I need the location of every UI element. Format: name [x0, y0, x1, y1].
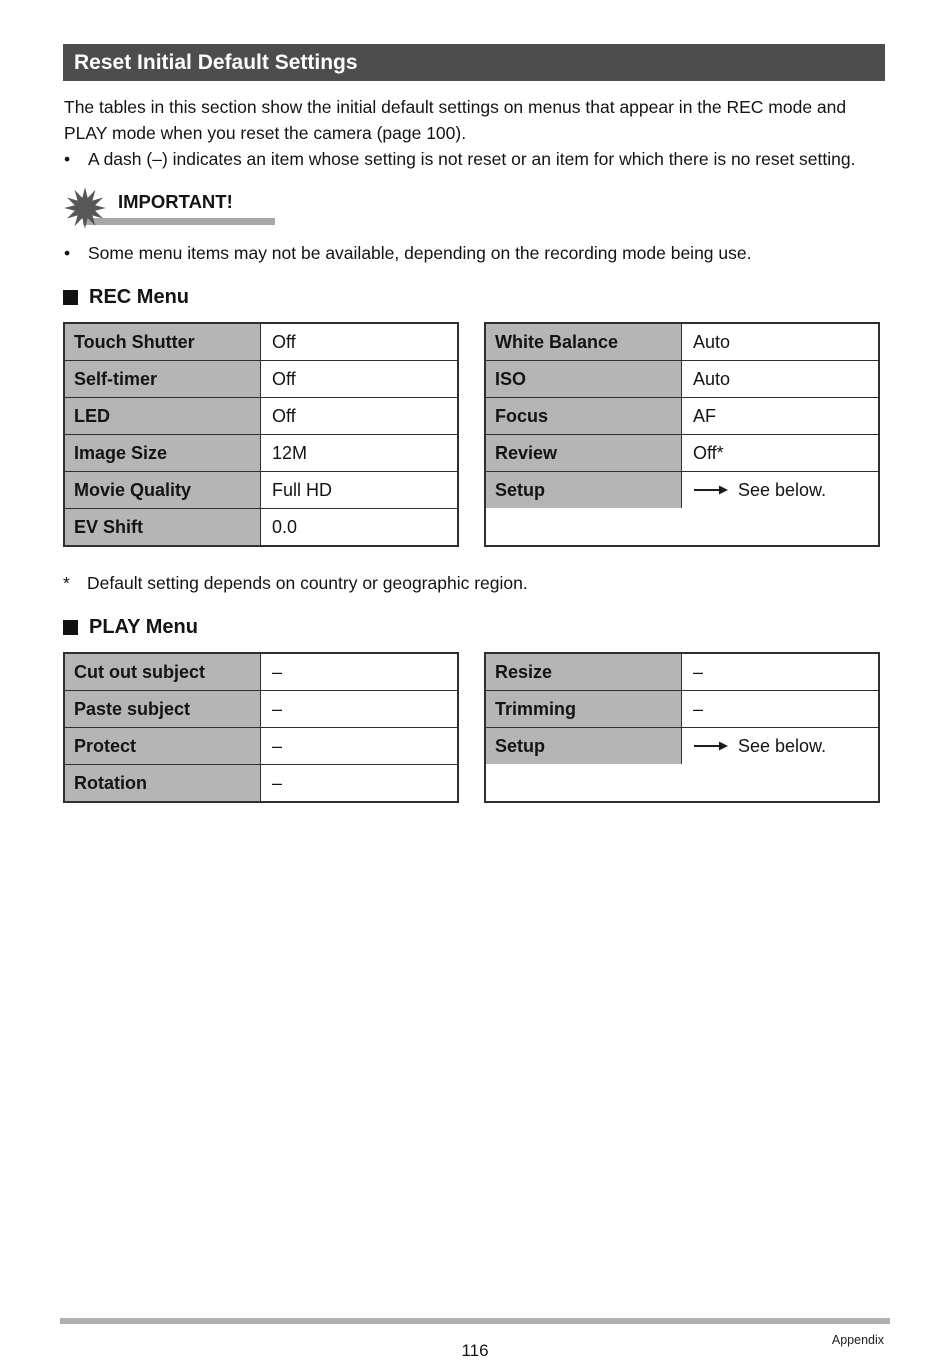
setting-label: Protect: [65, 728, 261, 764]
intro-bullet-item: [64, 146, 885, 172]
play-menu-tables: [63, 652, 885, 803]
page-title: Reset Initial Default Settings: [63, 44, 885, 81]
table-row: [486, 324, 878, 360]
setting-label: Trimming: [486, 691, 682, 727]
table-row: [65, 434, 457, 471]
table-row: [486, 471, 878, 508]
setting-label: Image Size: [65, 435, 261, 471]
rec-menu-tables: [63, 322, 885, 547]
footnote: [63, 570, 885, 596]
play-menu-heading: [63, 616, 885, 639]
table-row: [65, 360, 457, 397]
setting-value: –: [693, 698, 704, 719]
setting-value: –: [272, 661, 283, 682]
setting-label: Resize: [486, 654, 682, 690]
bullet-marker: •: [64, 243, 71, 263]
play-menu-table-left: [63, 652, 459, 803]
setting-label: Movie Quality: [65, 472, 261, 508]
setting-label: Cut out subject: [65, 654, 261, 690]
footer-section-label: Appendix: [831, 1333, 884, 1347]
table-row: [486, 727, 878, 764]
play-menu-heading-label: PLAY Menu: [89, 616, 198, 638]
rec-menu-table-right: [484, 322, 880, 547]
setting-label: Paste subject: [65, 691, 261, 727]
important-bullet-item: [64, 240, 885, 266]
important-note-header: [63, 188, 885, 236]
setting-label: Self-timer: [65, 361, 261, 397]
setting-value: [682, 472, 878, 508]
table-row: [65, 654, 457, 690]
right-arrow-icon: [693, 740, 729, 752]
setting-value: Auto: [693, 368, 731, 389]
setting-label: Rotation: [65, 765, 261, 801]
setting-value: –: [272, 772, 283, 793]
table-row: [65, 690, 457, 727]
setting-label: EV Shift: [65, 509, 261, 545]
setting-label: Focus: [486, 398, 682, 434]
table-row: [65, 764, 457, 801]
setting-value: Off*: [693, 442, 724, 463]
footnote-marker: *: [63, 573, 70, 593]
setting-value: AF: [693, 405, 717, 426]
important-bullet-text: Some menu items may not be available, depending on the recording mode being use.: [88, 243, 752, 263]
setting-label: White Balance: [486, 324, 682, 360]
setting-label: Review: [486, 435, 682, 471]
setting-label: ISO: [486, 361, 682, 397]
table-row: [486, 360, 878, 397]
setting-value: Off: [272, 331, 296, 352]
setting-label: Setup: [486, 472, 682, 508]
setting-label: Touch Shutter: [65, 324, 261, 360]
table-row: [65, 508, 457, 545]
play-menu-table-right: [484, 652, 880, 803]
starburst-icon: [63, 186, 107, 230]
important-underline: [83, 218, 275, 225]
page-content: [63, 0, 885, 803]
table-row: [65, 397, 457, 434]
important-label: IMPORTANT!: [118, 191, 233, 212]
setting-label: LED: [65, 398, 261, 434]
section-square-icon: [63, 620, 78, 635]
right-arrow-icon: [693, 484, 729, 496]
rec-menu-table-left: [63, 322, 459, 547]
table-row: [65, 324, 457, 360]
table-row: [486, 397, 878, 434]
footer-divider: [60, 1318, 890, 1324]
setting-value: –: [272, 735, 283, 756]
footnote-text: Default setting depends on country or geographic region.: [87, 573, 528, 593]
setting-value-text: See below.: [738, 735, 827, 756]
setting-value: Off: [272, 368, 296, 389]
table-row: [486, 690, 878, 727]
table-row: [65, 471, 457, 508]
table-row: [65, 727, 457, 764]
rec-menu-heading: [63, 286, 885, 309]
setting-value: Auto: [693, 331, 731, 352]
table-row: [486, 434, 878, 471]
setting-value: Full HD: [272, 479, 333, 500]
setting-label: Setup: [486, 728, 682, 764]
bullet-marker: •: [64, 149, 71, 169]
setting-value: 0.0: [272, 516, 298, 537]
setting-value: –: [693, 661, 704, 682]
setting-value-text: See below.: [738, 479, 827, 500]
intro-bullet-text: A dash (–) indicates an item whose setting is not reset or an item for which there is no reset setting.: [88, 149, 856, 169]
section-square-icon: [63, 290, 78, 305]
setting-value: Off: [272, 405, 296, 426]
setting-value: [682, 728, 878, 764]
rec-menu-heading-label: REC Menu: [89, 286, 189, 308]
table-row: [486, 654, 878, 690]
setting-value: 12M: [272, 442, 308, 463]
setting-value: –: [272, 698, 283, 719]
intro-paragraph: The tables in this section show the initial default settings on menus that appear in the REC mode and PLAY mode when you reset the camera (page 100).: [64, 97, 847, 143]
page-number: 116: [461, 1341, 489, 1360]
